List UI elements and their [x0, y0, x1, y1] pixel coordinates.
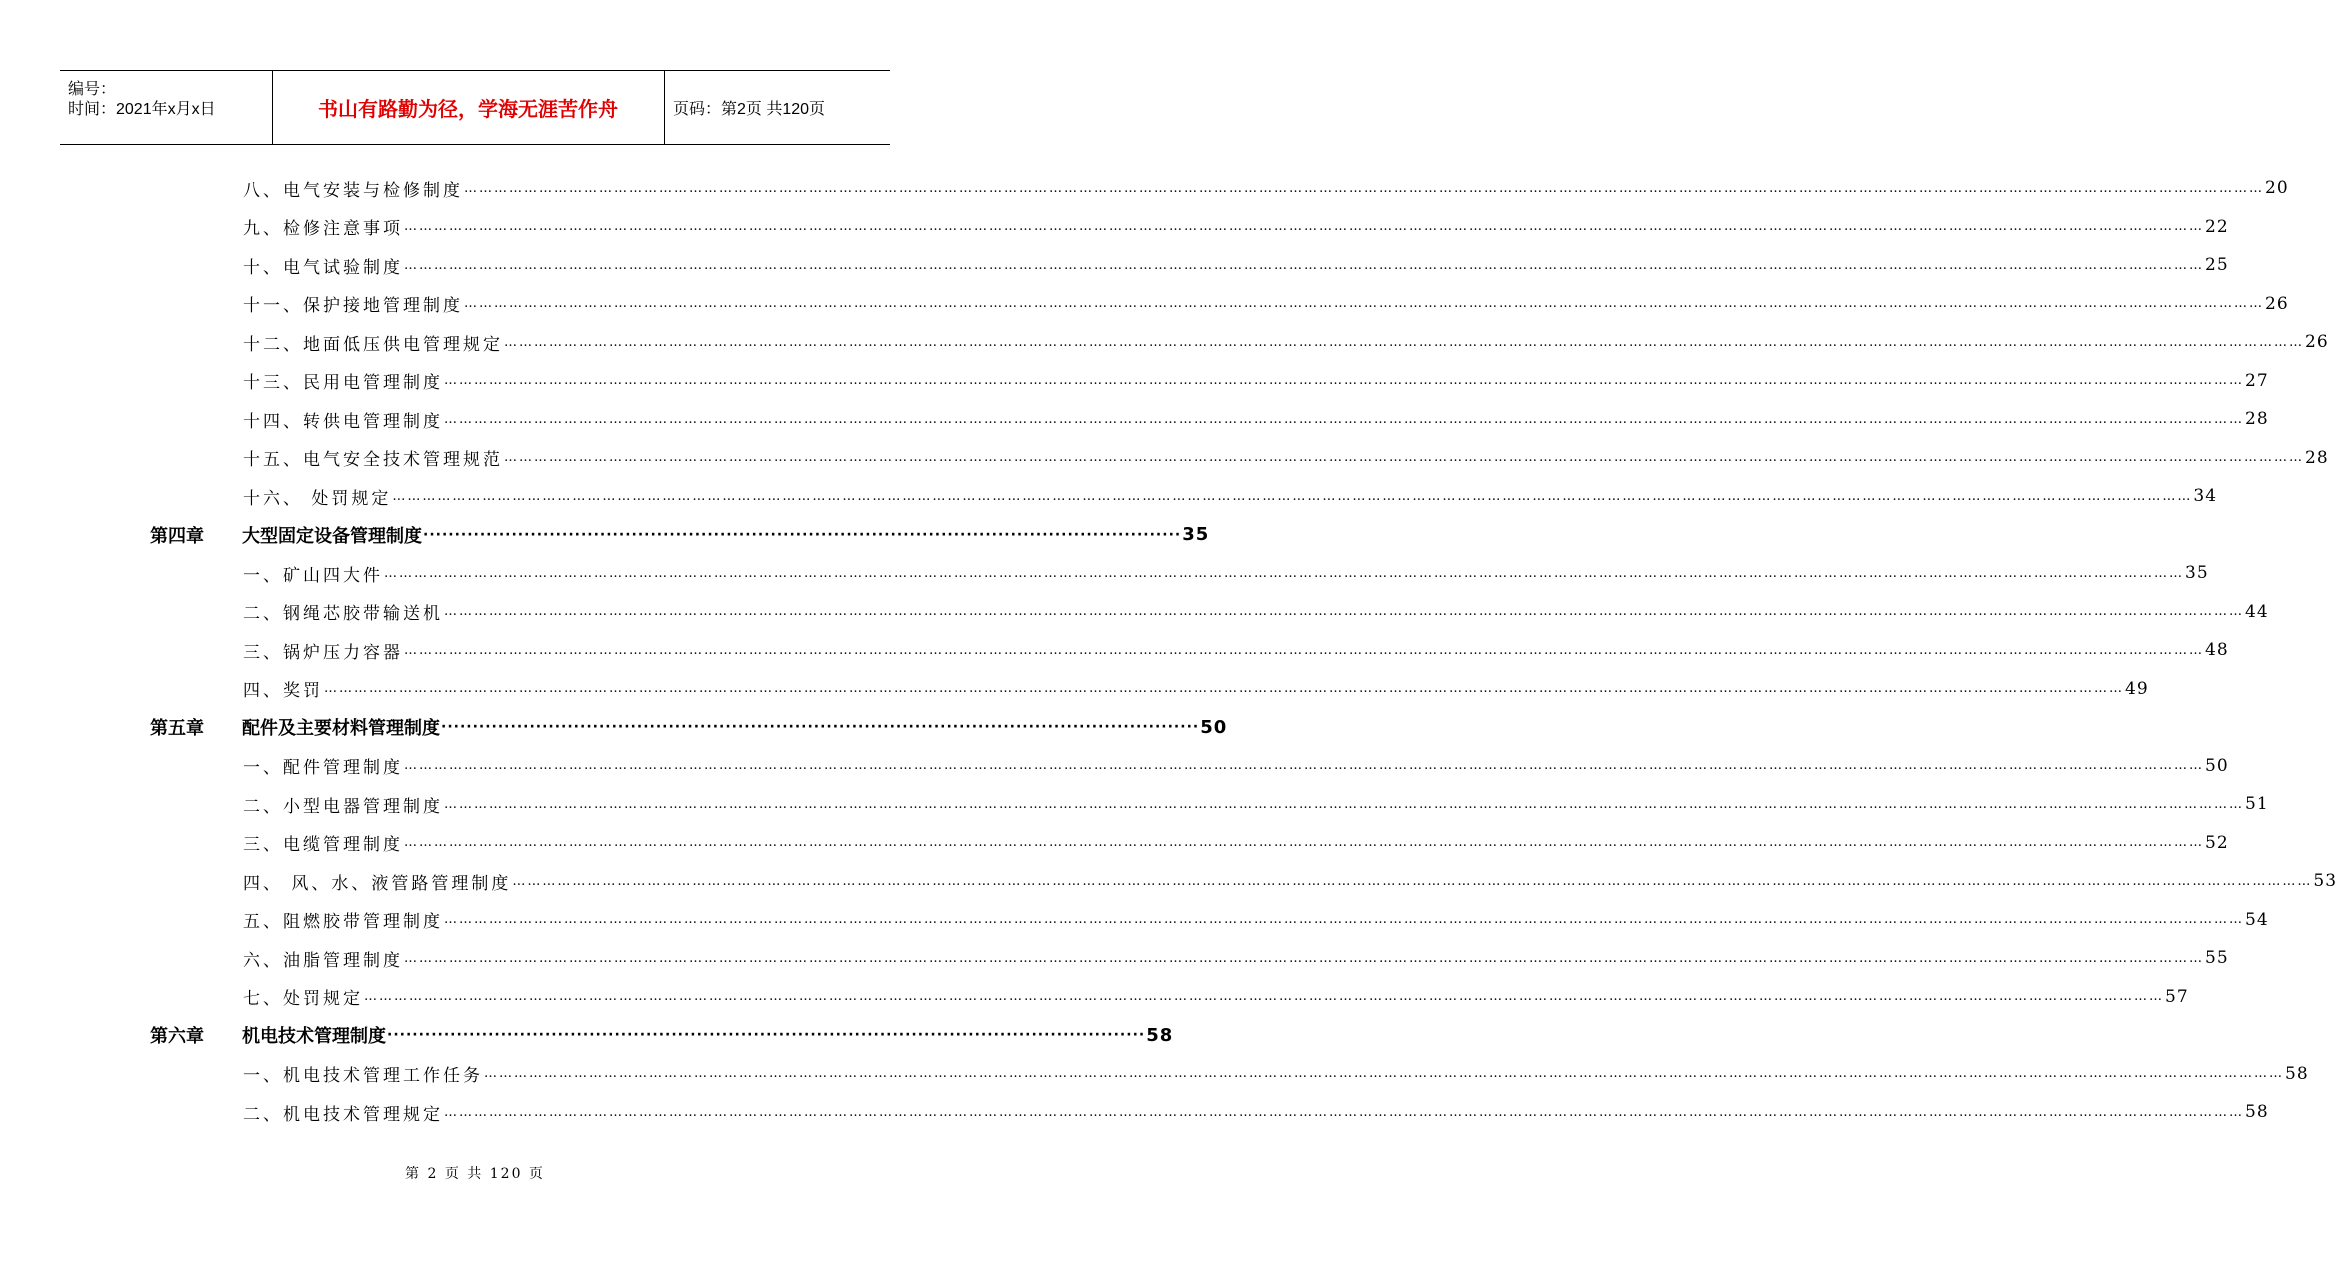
toc-entry-row [243, 747, 2229, 785]
toc-page-number: 27 [2245, 370, 2269, 391]
header-page-info: 页码：第2页 共120页 [673, 101, 826, 118]
toc-entry-title: 十四、转供电管理制度 [243, 411, 443, 432]
toc-leader-dots: ……………………………………………………………………………………………………………………………………………………………………………………………………………………………………………………………………………………………………………………………… [512, 873, 2313, 889]
toc-leader-dots: ……………………………………………………………………………………………………………………………………………………………………………………………………………………………………………………………………………………………………………………………… [404, 642, 2204, 658]
toc-entry-row [243, 785, 2269, 823]
toc-page-number: 58 [1146, 1024, 1174, 1046]
header-meta [60, 71, 273, 144]
toc-entry-title: 二、机电技术管理规定 [243, 1104, 443, 1125]
toc-leader-dots: ……………………………………………………………………………………………………………………………………………………………………………………………………………………………………………………………………………………………………………………………… [444, 796, 2244, 812]
toc-leader-dots: ……………………………………………………………………………………………………………………………………………………………………………………………………………………………………………………………………………………………………………………………… [444, 1104, 2244, 1120]
toc-leader-dots: ························································································································ [387, 1027, 1146, 1043]
toc-entry-title: 十三、民用电管理制度 [243, 373, 443, 393]
toc-entry-title: 大型固定设备管理制度 [242, 525, 422, 547]
page-header [60, 70, 890, 145]
toc-chapter-number: 第五章 [150, 718, 204, 739]
toc-entry-title: 一、矿山四大件 [243, 565, 383, 586]
toc-entry-row [243, 285, 2289, 323]
toc-entry-row [243, 824, 2229, 862]
toc-entry-row [243, 208, 2229, 246]
toc-leader-dots: ························································································································ [441, 719, 1200, 735]
toc-page-number: 34 [2193, 486, 2218, 506]
toc-leader-dots: ……………………………………………………………………………………………………………………………………………………………………………………………………………………………………………………………………………………………………………………………… [404, 835, 2204, 850]
toc-entry-title: 九、检修注意事项 [243, 219, 403, 239]
toc-entry-row [243, 1055, 2309, 1093]
toc-entry-title: 十一、保护接地管理制度 [243, 296, 463, 316]
toc-entry-title: 一、机电技术管理工作任务 [243, 1066, 483, 1086]
toc-leader-dots: ……………………………………………………………………………………………………………………………………………………………………………………………………………………………………………………………………………………………………………………………… [404, 950, 2204, 966]
toc-page-number: 44 [2245, 601, 2269, 622]
date-label: 时间：2021年x月x日 [68, 101, 216, 118]
toc-leader-dots: ……………………………………………………………………………………………………………………………………………………………………………………………………………………………………………………………………………………………………………………………… [464, 296, 2264, 311]
toc-chapter-row [150, 1016, 1174, 1054]
toc-entry-row [243, 439, 2329, 477]
toc-leader-dots: ……………………………………………………………………………………………………………………………………………………………………………………………………………………………………………………………………………………………………………………………… [404, 758, 2204, 773]
toc-leader-dots: ……………………………………………………………………………………………………………………………………………………………………………………………………………………………………………………………………………………………………………………………… [504, 450, 2304, 465]
toc-page-number: 25 [2205, 255, 2229, 275]
toc-entry-title: 机电技术管理制度 [242, 1026, 386, 1047]
toc-leader-dots: ……………………………………………………………………………………………………………………………………………………………………………………………………………………………………………………………………………………………………………………………… [324, 681, 2124, 696]
toc-page-number: 49 [2125, 678, 2149, 699]
toc-page-number: 28 [2245, 409, 2269, 429]
toc-entry-title: 三、锅炉压力容器 [243, 642, 403, 663]
toc-page-number: 58 [2245, 1102, 2269, 1122]
toc-entry-row [243, 862, 2337, 900]
toc-entry-row [243, 901, 2269, 939]
toc-entry-row [243, 400, 2269, 438]
toc-entry-row [243, 670, 2149, 708]
toc-leader-dots: ……………………………………………………………………………………………………………………………………………………………………………………………………………………………………………………………………………………………………………………………… [384, 565, 2184, 581]
toc-leader-dots: ……………………………………………………………………………………………………………………………………………………………………………………………………………………………………………………………………………………………………………………………… [444, 411, 2244, 427]
toc-leader-dots: ……………………………………………………………………………………………………………………………………………………………………………………………………………………………………………………………………………………………………………………………… [364, 989, 2164, 1004]
toc-entry-row [243, 978, 2189, 1016]
toc-leader-dots: ························································································································ [423, 526, 1182, 543]
toc-entry-title: 十、电气试验制度 [243, 257, 403, 278]
number-label: 编号： [68, 81, 117, 98]
toc-leader-dots: ……………………………………………………………………………………………………………………………………………………………………………………………………………………………………………………………………………………………………………………………… [404, 257, 2204, 273]
toc-leader-dots: ……………………………………………………………………………………………………………………………………………………………………………………………………………………………………………………………………………………………………………………………… [504, 334, 2304, 350]
toc-page-number: 51 [2245, 794, 2269, 814]
toc-page-number: 50 [1200, 716, 1228, 738]
toc-leader-dots: ……………………………………………………………………………………………………………………………………………………………………………………………………………………………………………………………………………………………………………………………… [392, 488, 2193, 504]
toc-leader-dots: ……………………………………………………………………………………………………………………………………………………………………………………………………………………………………………………………………………………………………………………………… [444, 604, 2244, 619]
toc-page-number: 35 [2185, 563, 2209, 583]
toc-page-number: 26 [2305, 332, 2329, 352]
toc-entry-row [243, 1093, 2269, 1131]
toc-page-number: 54 [2245, 909, 2269, 930]
page-footer: 第 2 页 共 120 页 [405, 1166, 545, 1182]
toc-leader-dots: ……………………………………………………………………………………………………………………………………………………………………………………………………………………………………………………………………………………………………………………………… [464, 180, 2264, 196]
toc-leader-dots: ……………………………………………………………………………………………………………………………………………………………………………………………………………………………………………………………………………………………………………………………… [404, 219, 2204, 234]
toc-leader-dots: ……………………………………………………………………………………………………………………………………………………………………………………………………………………………………………………………………………………………………………………………… [444, 912, 2244, 927]
toc-entry-title: 十六、 处罚规定 [243, 488, 392, 509]
toc-page-number: 35 [1182, 524, 1210, 545]
toc-entry-title: 一、配件管理制度 [243, 758, 403, 778]
toc-page-number: 22 [2205, 216, 2229, 237]
toc-entry-row [243, 362, 2269, 400]
toc-entry-title: 二、小型电器管理制度 [243, 796, 443, 817]
toc-page-number: 55 [2205, 948, 2229, 968]
toc-entry-title: 三、电缆管理制度 [243, 835, 403, 855]
toc-page-number: 20 [2265, 178, 2289, 198]
toc-entry-title: 十二、地面低压供电管理规定 [243, 334, 503, 355]
toc-page-number: 28 [2305, 447, 2329, 468]
toc-chapter-row [150, 708, 1228, 746]
toc-entry-row [243, 939, 2229, 977]
toc-entry-row [243, 593, 2269, 631]
toc-entry-title: 八、电气安装与检修制度 [243, 180, 463, 201]
toc-page-number: 53 [2313, 871, 2337, 891]
toc-chapter-number: 第六章 [150, 1026, 204, 1047]
toc-page-number: 50 [2205, 755, 2229, 776]
toc-entry-title: 四、奖罚 [243, 681, 323, 701]
toc-entry-title: 配件及主要材料管理制度 [242, 718, 440, 739]
toc-page-number: 57 [2165, 986, 2189, 1007]
toc-entry-title: 六、油脂管理制度 [243, 950, 403, 971]
toc-entry-title: 二、钢绳芯胶带输送机 [243, 604, 443, 624]
toc-entry-title: 四、 风、水、液管路管理制度 [243, 873, 512, 894]
toc-page-number: 52 [2205, 832, 2229, 853]
toc-leader-dots: ……………………………………………………………………………………………………………………………………………………………………………………………………………………………………………………………………………………………………………………………… [484, 1066, 2284, 1081]
toc-chapter-row [150, 516, 1210, 554]
toc-entry-title: 五、阻燃胶带管理制度 [243, 912, 443, 932]
toc-entry-row [243, 554, 2209, 592]
toc-chapter-number: 第四章 [150, 525, 204, 547]
toc-entry-row [243, 477, 2218, 515]
toc-entry-row [243, 323, 2329, 361]
toc-entry-row [243, 169, 2289, 207]
toc-page-number: 26 [2265, 293, 2289, 314]
header-motto: 书山有路勤为径，学海无涯苦作舟 [272, 71, 665, 144]
toc-page-number: 58 [2285, 1063, 2309, 1084]
toc-entry-title: 十五、电气安全技术管理规范 [243, 450, 503, 470]
toc-entry-row [243, 246, 2229, 284]
toc-entry-row [243, 631, 2229, 669]
toc-leader-dots: ……………………………………………………………………………………………………………………………………………………………………………………………………………………………………………………………………………………………………………………………… [444, 373, 2244, 388]
toc-page-number: 48 [2205, 640, 2229, 660]
toc-entry-title: 七、处罚规定 [243, 989, 363, 1009]
